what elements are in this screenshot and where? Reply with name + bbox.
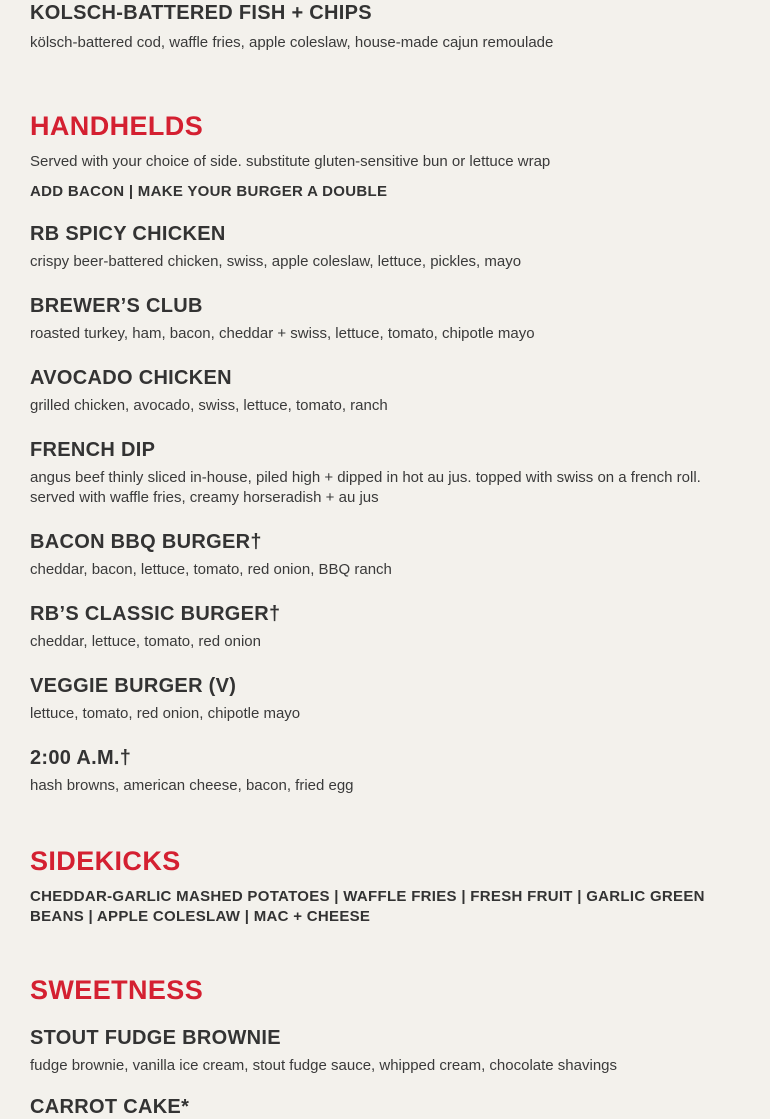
menu-item-name: 2:00 A.M.† [30, 747, 132, 769]
menu-item-description: hash browns, american cheese, bacon, fried egg [30, 777, 354, 794]
menu-item-description: angus beef thinly sliced in-house, piled high + dipped in hot au jus. topped with swiss on a french roll. served with waffle fries, creamy horseradish + au jus [30, 469, 701, 506]
menu-item-name: FRENCH DIP [30, 439, 156, 461]
menu-item [30, 746, 740, 796]
menu-item-description: crispy beer-battered chicken, swiss, apple coleslaw, lettuce, pickles, mayo [30, 253, 522, 270]
menu-item-description: grilled chicken, avocado, swiss, lettuce, tomato, ranch [30, 397, 388, 414]
menu-item [30, 530, 740, 580]
menu-item-name: RB’S CLASSIC BURGER† [30, 603, 281, 625]
handhelds-addons: ADD BACON | MAKE YOUR BURGER A DOUBLE [30, 183, 388, 200]
menu-item-description: lettuce, tomato, red onion, chipotle mayo [30, 705, 301, 722]
section-title-sidekicks: SIDEKICKS [30, 846, 181, 876]
menu-item-name: KOLSCH-BATTERED FISH + CHIPS [30, 2, 372, 24]
menu-item [30, 222, 740, 272]
section-title-handhelds: HANDHELDS [30, 111, 204, 141]
menu-item-name: RB SPICY CHICKEN [30, 223, 226, 245]
menu-item [30, 366, 740, 416]
menu-item-name: VEGGIE BURGER (V) [30, 675, 237, 697]
menu-item [30, 1026, 740, 1076]
menu-item [30, 674, 740, 724]
menu-item-description: cheddar, lettuce, tomato, red onion [30, 633, 261, 650]
menu-item-description: roasted turkey, ham, bacon, cheddar + swiss, lettuce, tomato, chipotle mayo [30, 325, 535, 342]
menu-item-name: BREWER’S CLUB [30, 295, 203, 317]
menu-item-description: cheddar, bacon, lettuce, tomato, red onion, BBQ ranch [30, 561, 392, 578]
sidekicks-list: CHEDDAR-GARLIC MASHED POTATOES | WAFFLE FRIES | FRESH FRUIT | GARLIC GREEN BEANS | APPLE COLESLAW | MAC + CHEESE [30, 888, 705, 925]
menu-item-name: AVOCADO CHICKEN [30, 367, 232, 389]
menu-item-description: fudge brownie, vanilla ice cream, stout fudge sauce, whipped cream, chocolate shavings [30, 1057, 617, 1074]
menu-item-name: STOUT FUDGE BROWNIE [30, 1027, 281, 1049]
menu-item-name: CARROT CAKE* [30, 1096, 190, 1118]
section-intro-handhelds: Served with your choice of side. substitute gluten-sensitive bun or lettuce wrap [30, 153, 551, 170]
menu-item [30, 438, 740, 508]
menu-item [30, 602, 740, 652]
menu-item-fish-chips [30, 1, 553, 53]
section-title-sweetness: SWEETNESS [30, 975, 204, 1005]
menu-item [30, 1095, 740, 1119]
menu-item [30, 294, 740, 344]
menu-item-name: BACON BBQ BURGER† [30, 531, 262, 553]
menu-item-description: kölsch-battered cod, waffle fries, apple coleslaw, house-made cajun remoulade [30, 34, 554, 51]
